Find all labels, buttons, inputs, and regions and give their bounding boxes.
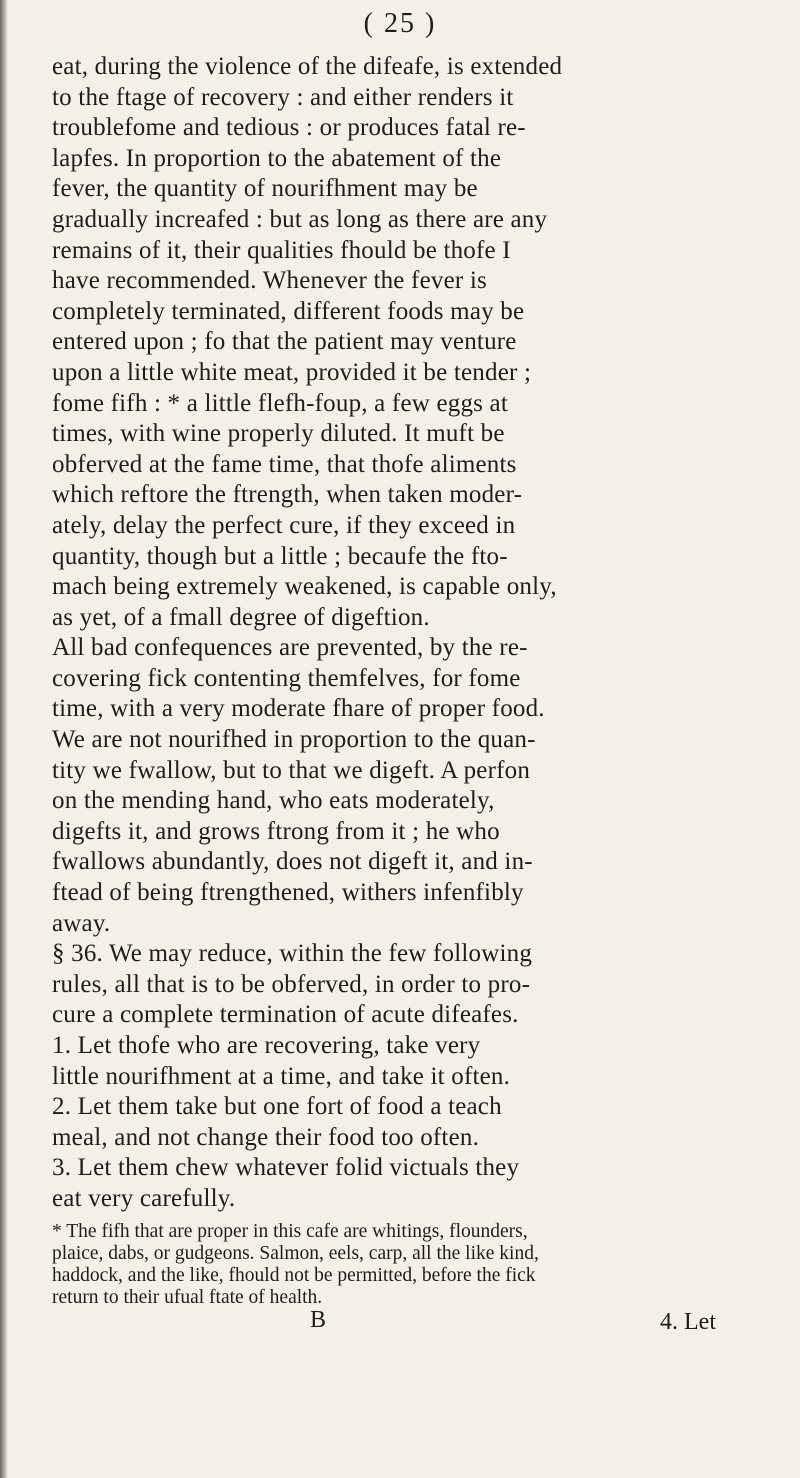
text-line: which reftore the ftrength, when taken moder-	[52, 481, 523, 509]
footnote-line: haddock, and the like, fhould not be permitted, before the fick	[52, 1264, 536, 1286]
footnote-line: * The fifh that are proper in this cafe are whitings, flounders,	[52, 1220, 528, 1242]
text-line: obferved at the fame time, that thofe aliments	[52, 450, 517, 478]
text-line: tity we fwallow, but to that we digeft. A perfon	[52, 756, 531, 784]
text-line: ftead of being ftrengthened, withers infenfibly	[52, 879, 524, 907]
footnote-line: plaice, dabs, or gudgeons. Salmon, eels, carp, all the like kind,	[52, 1242, 539, 1264]
text-line: have recommended. Whenever the fever is	[52, 267, 487, 295]
text-line: digefts it, and grows ftrong from it ; he who	[52, 817, 500, 845]
text-line: quantity, though but a little ; becaufe the fto-	[52, 542, 508, 570]
page-edge-shadow	[0, 0, 8, 1478]
signature-mark: B	[310, 1306, 327, 1333]
text-line: fever, the quantity of nourifhment may be	[52, 175, 478, 203]
text-line: on the mending hand, who eats moderately,	[52, 787, 495, 815]
text-line: fome fifh : * a little flefh-foup, a few eggs at	[52, 389, 508, 417]
text-line: 2. Let them take but one fort of food a teach	[52, 1093, 502, 1121]
text-line: cure a complete termination of acute difeafes.	[52, 1001, 519, 1029]
text-line: ately, delay the perfect cure, if they exceed in	[52, 511, 516, 539]
text-line: remains of it, their qualities fhould be thofe I	[52, 236, 511, 264]
page-number: ( 25 )	[363, 8, 437, 39]
text-line: § 36. We may reduce, within the few following	[52, 940, 533, 968]
text-line: upon a little white meat, provided it be tender ;	[52, 358, 532, 386]
text-line: time, with a very moderate fhare of proper food.	[52, 695, 545, 723]
text-line: 3. Let them chew whatever folid victuals they	[52, 1154, 520, 1182]
text-line: little nourifhment at a time, and take it often.	[52, 1062, 511, 1090]
text-column	[52, 52, 774, 1335]
catchword: 4. Let	[660, 1308, 716, 1335]
body-text	[52, 52, 774, 1215]
text-line: times, with wine properly diluted. It muft be	[52, 420, 505, 448]
text-line: 1. Let thofe who are recovering, take very	[52, 1032, 481, 1059]
text-line: entered upon ; fo that the patient may venture	[52, 328, 517, 356]
text-line: to the ftage of recovery : and either renders it	[52, 83, 514, 111]
text-line: as yet, of a fmall degree of digeftion.	[52, 603, 430, 631]
footnote-line: return to their ufual ftate of health.	[52, 1286, 323, 1308]
text-line: fwallows abundantly, does not digeft it, and in-	[52, 848, 533, 876]
text-line: covering fick contenting themfelves, for fome	[52, 664, 521, 692]
text-line: eat, during the violence of the difeafe, is extended	[52, 53, 563, 80]
text-line: mach being extremely weakened, is capable only,	[52, 573, 557, 601]
text-line: We are not nourifhed in proportion to the quan-	[52, 726, 536, 754]
text-line: All bad confequences are prevented, by the re-	[52, 634, 528, 662]
text-line: eat very carefully.	[52, 1184, 236, 1212]
text-line: rules, all that is to be obferved, in order to pro-	[52, 970, 531, 998]
footnote	[52, 1221, 774, 1309]
text-line: lapfes. In proportion to the abatement of the	[52, 144, 502, 172]
page-footer	[52, 1306, 774, 1335]
text-line: gradually increafed : but as long as there are any	[52, 205, 548, 233]
text-line: completely terminated, different foods may be	[52, 297, 525, 325]
text-line: troublefome and tedious : or produces fatal re-	[52, 114, 526, 142]
text-line: away.	[52, 909, 111, 937]
text-line: meal, and not change their food too often.	[52, 1123, 480, 1151]
